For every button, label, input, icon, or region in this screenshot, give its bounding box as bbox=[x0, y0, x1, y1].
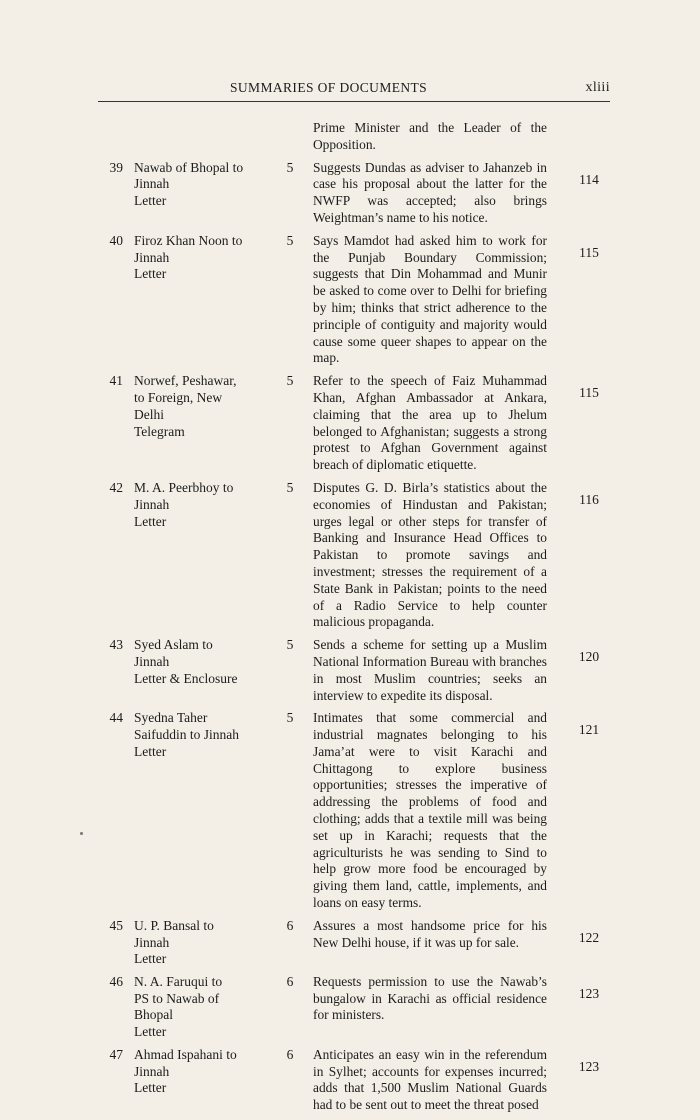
entry-from-line: Letter bbox=[134, 1024, 167, 1040]
entry-page-ref: 115 bbox=[579, 244, 599, 260]
entry-pages: 6 bbox=[286, 973, 294, 989]
entry-from-line: Telegram bbox=[134, 423, 185, 439]
continuation-entry bbox=[0, 120, 700, 154]
entry-summary: Suggests Dundas as adviser to Jahanzeb in case his proposal about the latter for the NWFP was accepted; also brings Weightman’s name to his notice. bbox=[313, 159, 547, 225]
entry-from-line: to Foreign, New bbox=[134, 389, 223, 405]
entry-from-line: Jinnah bbox=[134, 176, 170, 192]
entry-from-line: Letter bbox=[134, 951, 167, 967]
entry-from-line: Jinnah bbox=[134, 249, 170, 265]
entry-from-line: Jinnah bbox=[134, 1063, 170, 1079]
entry-from bbox=[134, 480, 284, 530]
document-entry bbox=[0, 233, 700, 367]
document-entry bbox=[0, 710, 700, 912]
entry-from-line: Delhi bbox=[134, 406, 164, 422]
entry-page-ref: 120 bbox=[578, 649, 600, 665]
entry-page-ref: 123 bbox=[578, 985, 600, 1001]
entry-from bbox=[134, 710, 284, 760]
entry-from-line: Bhopal bbox=[134, 1007, 173, 1023]
entry-page-ref: 122 bbox=[578, 929, 600, 945]
entry-from-line: U. P. Bansal to bbox=[134, 917, 214, 933]
page-number: xliii bbox=[585, 80, 610, 95]
entry-pages: 5 bbox=[286, 710, 294, 726]
entry-from-line: Saifuddin to Jinnah bbox=[134, 727, 239, 743]
entry-summary: Anticipates an easy win in the referendum in Sylhet; accounts for expenses incurred; adds that 1,500 Muslim National Guards had to be sent out to meet the threat posed bbox=[313, 1046, 547, 1113]
entry-from bbox=[134, 373, 284, 440]
entry-from-line: Letter bbox=[134, 266, 167, 282]
entry-from-line: Nawab of Bhopal to bbox=[134, 159, 244, 175]
entry-page-ref: 123 bbox=[578, 1058, 600, 1074]
entry-from bbox=[134, 974, 284, 1041]
entry-number: 40 bbox=[109, 232, 123, 248]
entry-from-line: Letter bbox=[134, 513, 167, 529]
document-entry bbox=[0, 918, 700, 968]
entry-from-line: Ahmad Ispahani to bbox=[134, 1046, 237, 1062]
entry-from-line: PS to Nawab of bbox=[134, 990, 220, 1006]
entry-from-line: Firoz Khan Noon to bbox=[134, 232, 243, 248]
entry-from bbox=[134, 918, 284, 968]
entry-pages: 5 bbox=[286, 373, 294, 389]
entry-summary: Assures a most handsome price for his New Delhi house, if it was up for sale. bbox=[313, 917, 547, 950]
entry-from bbox=[134, 1047, 284, 1097]
document-entry bbox=[0, 974, 700, 1041]
entry-pages: 6 bbox=[286, 1046, 294, 1062]
entry-from-line: Jinnah bbox=[134, 496, 170, 512]
continuation-summary: Prime Minister and the Leader of the Opposition. bbox=[313, 120, 547, 152]
entry-number: 39 bbox=[109, 159, 123, 175]
entry-pages: 5 bbox=[286, 479, 294, 495]
entry-from-line: Letter bbox=[134, 1080, 167, 1096]
entry-summary: Says Mamdot had asked him to work for the Punjab Boundary Commission; suggests that Din Mohammad and Munir be asked to come over to Delhi for briefing by him; thinks that strict adherence to the principle of contiguity and majority would cause some queer shapes to appear on the map. bbox=[313, 232, 547, 366]
entry-from bbox=[134, 637, 284, 687]
entry-from-line: Jinnah bbox=[134, 934, 170, 950]
document-entry bbox=[0, 160, 700, 227]
paper-speck bbox=[80, 832, 83, 835]
entry-from-line: Syedna Taher bbox=[134, 710, 208, 726]
entry-from bbox=[134, 233, 284, 283]
entry-summary: Intimates that some commercial and industrial magnates belonging to his Jama’at were to visit Karachi and Chittagong to explore business opportunities; stresses the imperative of addressing the problems of food and clothing; adds that a textile mill was being set up in Karachi; requests that the agriculturists he was sending to Sind to help grow more food be encouraged by giving them land, cattle, implements, and loans on easy terms. bbox=[313, 710, 547, 911]
entry-from-line: N. A. Faruqui to bbox=[134, 973, 223, 989]
page-title: SUMMARIES OF DOCUMENTS bbox=[230, 80, 428, 95]
entry-pages: 6 bbox=[286, 917, 294, 933]
document-entry bbox=[0, 373, 700, 474]
entry-summary: Requests permission to use the Nawab’s bungalow in Karachi as official residence for ministers. bbox=[313, 973, 547, 1023]
entry-page-ref: 115 bbox=[579, 385, 599, 401]
entry-page-ref: 121 bbox=[578, 722, 600, 738]
entry-page-ref: 116 bbox=[579, 491, 599, 507]
entry-number: 41 bbox=[109, 373, 123, 389]
entry-from-line: Letter bbox=[134, 743, 167, 759]
summary-list bbox=[0, 120, 700, 1120]
entry-summary: Disputes G. D. Birla’s statistics about the economies of Hindustan and Pakistan; urges legal or other steps for transfer of Banking and Insurance Head Offices to Pakistan to promote savings and investment; stresses the requirement of a State Bank in Pakistan; points to the need of a Radio Service to help counter malicious propaganda. bbox=[313, 479, 547, 630]
document-entry bbox=[0, 480, 700, 631]
entry-from-line: Jinnah bbox=[134, 653, 170, 669]
entry-from-line: M. A. Peerbhoy to bbox=[134, 479, 234, 495]
entry-number: 45 bbox=[109, 917, 123, 933]
entry-number: 47 bbox=[109, 1046, 123, 1062]
entry-summary: Sends a scheme for setting up a Muslim National Information Bureau with branches in most Muslim countries; seeks an interview to expedite its disposal. bbox=[313, 637, 547, 703]
entry-pages: 5 bbox=[286, 637, 294, 653]
entry-page-ref: 114 bbox=[579, 171, 599, 187]
entry-from bbox=[134, 160, 284, 210]
entry-from-line: Syed Aslam to bbox=[134, 637, 213, 653]
document-entry bbox=[0, 637, 700, 704]
entry-pages: 5 bbox=[286, 159, 294, 175]
header-rule bbox=[98, 101, 610, 102]
entry-number: 44 bbox=[109, 710, 123, 726]
entry-pages: 5 bbox=[286, 232, 294, 248]
entry-from-line: Letter bbox=[134, 193, 167, 209]
entry-number: 43 bbox=[109, 637, 123, 653]
entry-number: 42 bbox=[109, 479, 123, 495]
entry-from-line: Norwef, Peshawar, bbox=[134, 373, 237, 389]
document-entry bbox=[0, 1047, 700, 1114]
entry-number: 46 bbox=[109, 973, 123, 989]
entry-from-line: Letter & Enclosure bbox=[134, 670, 238, 686]
entry-container bbox=[0, 160, 700, 1114]
entry-summary: Refer to the speech of Faiz Muhammad Khan, Afghan Ambassador at Ankara, claiming that the area up to Jhelum belonged to Afghanistan; suggests a strong protest to Afghan Government against breach of diplomatic etiquette. bbox=[313, 373, 547, 473]
